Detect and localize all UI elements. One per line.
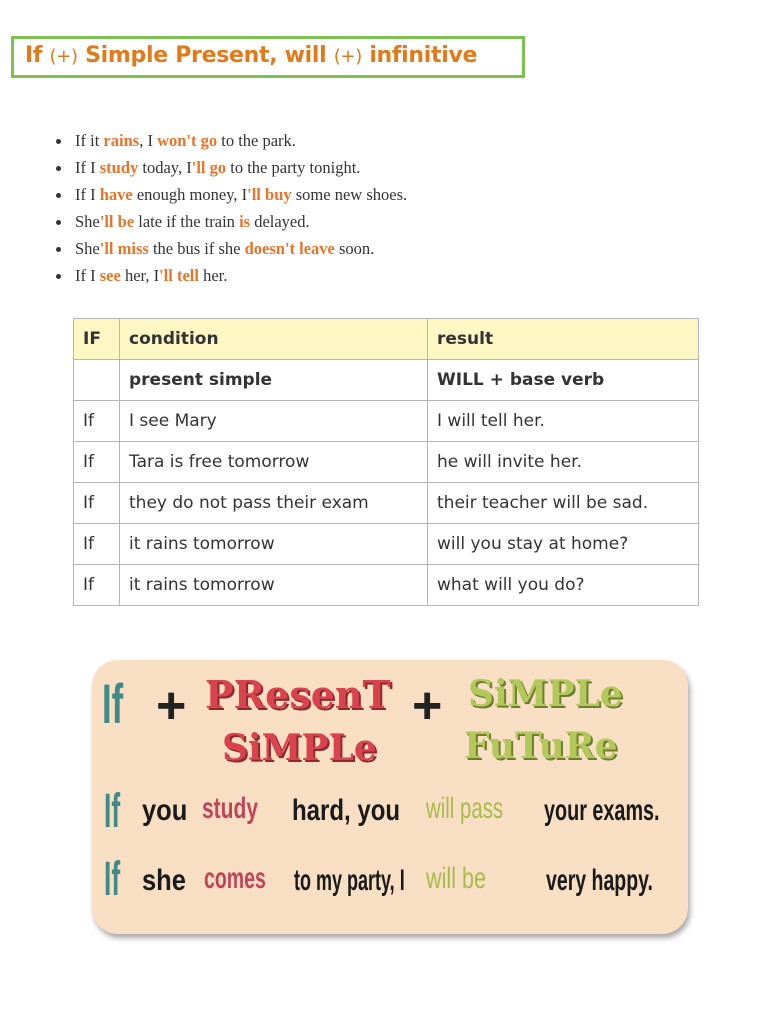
highlighted-verb: rains — [103, 131, 140, 150]
example-item — [56, 128, 407, 155]
example-text: today, I — [138, 158, 192, 177]
banner-plus-2: + — [412, 677, 443, 735]
highlighted-verb: 'll buy — [247, 185, 292, 204]
example-text: late if the train — [134, 212, 240, 231]
line2-e: very happy. — [546, 864, 653, 897]
table-cell-if: If — [74, 483, 120, 524]
example-text: If I — [75, 266, 100, 285]
example-text: She — [75, 212, 100, 231]
header-cell-result: result — [428, 319, 699, 360]
banner-present: PResenT — [205, 672, 391, 717]
table-row — [74, 565, 699, 606]
table-cell-condition: Tara is free tomorrow — [120, 442, 428, 483]
highlighted-verb: 'll miss — [99, 239, 149, 258]
highlighted-verb: is — [239, 212, 251, 231]
example-text: her, I — [120, 266, 160, 285]
example-text: delayed. — [250, 212, 310, 231]
title-plus-1: (+) — [49, 46, 78, 67]
table-row — [74, 524, 699, 565]
table-cell-condition: it rains tomorrow — [120, 524, 428, 565]
subheader-cell-condition: present simple — [120, 360, 428, 401]
title-box — [11, 36, 525, 78]
table-cell-condition: they do not pass their exam — [120, 483, 428, 524]
banner-simple-future-1: SiMPLe — [468, 673, 623, 715]
line2-b: comes — [204, 862, 266, 895]
header-cell-if: IF — [74, 319, 120, 360]
line1-b: study — [202, 792, 259, 825]
example-text: , I — [139, 131, 158, 150]
table-cell-result: what will you do? — [428, 565, 699, 606]
example-text: If I — [75, 185, 100, 204]
subheader-cell-result: WILL + base verb — [428, 360, 699, 401]
title-if: If — [25, 43, 43, 68]
formula-banner — [92, 660, 688, 934]
title-plus-2: (+) — [333, 46, 362, 67]
line1-e: your exams. — [544, 794, 660, 827]
example-text: her. — [198, 266, 228, 285]
example-item — [56, 209, 407, 236]
example-text: enough money, I — [132, 185, 248, 204]
line2-d: will be — [426, 862, 487, 895]
example-text: soon. — [334, 239, 375, 258]
example-text: to the party tonight. — [226, 158, 361, 177]
example-item — [56, 263, 407, 290]
header-cell-condition: condition — [120, 319, 428, 360]
table-subheader-row — [74, 360, 699, 401]
title-mid: Simple Present, will — [85, 43, 327, 68]
table-cell-condition: it rains tomorrow — [120, 565, 428, 606]
highlighted-verb: 'll be — [99, 212, 135, 231]
example-text: to the park. — [217, 131, 296, 150]
line1-a: you — [142, 794, 188, 827]
line2-c: to my party, I — [294, 864, 405, 897]
subheader-cell-empty — [74, 360, 120, 401]
example-text: the bus if she — [148, 239, 245, 258]
page-title — [25, 43, 477, 68]
banner-if: If — [102, 672, 124, 735]
line2-if: If — [104, 853, 121, 906]
line1-c: hard, you — [292, 794, 401, 827]
highlighted-verb: won't go — [157, 131, 218, 150]
example-text: If I — [75, 158, 100, 177]
example-item — [56, 236, 407, 263]
highlighted-verb: study — [99, 158, 139, 177]
table-cell-condition: I see Mary — [120, 401, 428, 442]
highlighted-verb: have — [99, 185, 133, 204]
title-end: infinitive — [369, 43, 478, 68]
line2-a: she — [142, 864, 186, 897]
example-list — [56, 128, 407, 290]
table-cell-result: their teacher will be sad. — [428, 483, 699, 524]
table-row — [74, 442, 699, 483]
example-text: some new shoes. — [291, 185, 408, 204]
banner-plus-1: + — [156, 677, 187, 735]
table-row — [74, 483, 699, 524]
example-text: If it — [75, 131, 104, 150]
conditional-table — [73, 318, 699, 606]
highlighted-verb: 'll tell — [159, 266, 199, 285]
table-cell-result: I will tell her. — [428, 401, 699, 442]
table-cell-if: If — [74, 442, 120, 483]
banner-simple-present-2: SiMPLe — [222, 727, 377, 769]
table-cell-result: he will invite her. — [428, 442, 699, 483]
example-item — [56, 182, 407, 209]
highlighted-verb: doesn't leave — [244, 239, 335, 258]
line1-d: will pass — [426, 792, 504, 825]
table-cell-if: If — [74, 524, 120, 565]
table-row — [74, 401, 699, 442]
table-cell-if: If — [74, 565, 120, 606]
table-cell-if: If — [74, 401, 120, 442]
line1-if: If — [104, 785, 121, 838]
highlighted-verb: 'll go — [191, 158, 227, 177]
banner-future: FuTuRe — [464, 725, 618, 767]
example-text: She — [75, 239, 100, 258]
example-item — [56, 155, 407, 182]
table-header-row — [74, 319, 699, 360]
table-cell-result: will you stay at home? — [428, 524, 699, 565]
highlighted-verb: see — [99, 266, 121, 285]
